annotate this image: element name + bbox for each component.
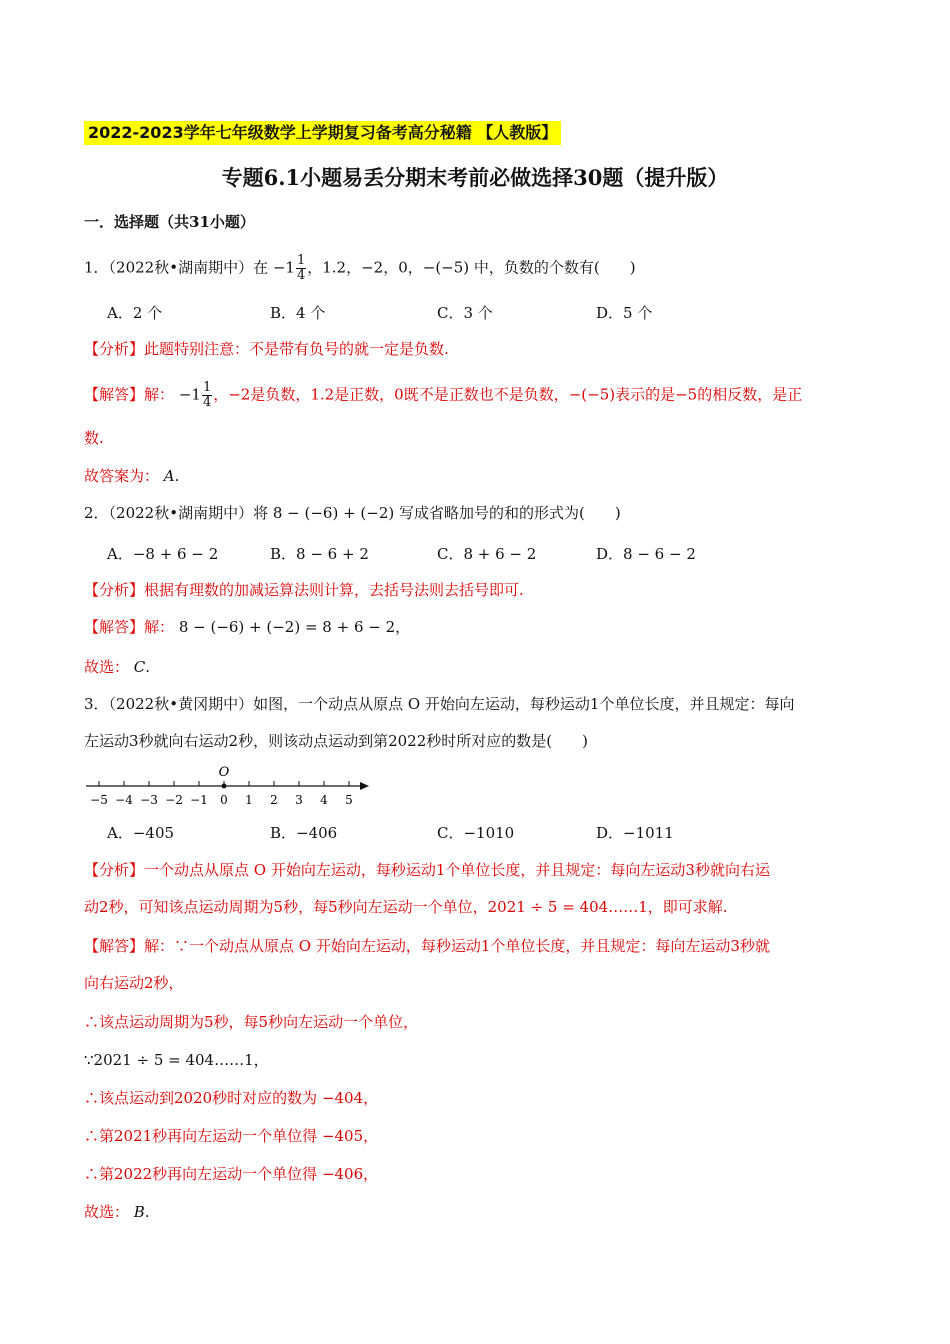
- origin-label: O: [218, 765, 230, 780]
- q3-answer-line1: 解：∵一个动点从原点 O 开始向左运动，每秒运动1个单位长度，并且规定：每向左运动3秒就: [144, 937, 770, 955]
- series-banner: 2022-2023学年七年级数学上学期复习备考高分秘籍 【人教版】: [84, 121, 561, 145]
- q3-final: [84, 1202, 150, 1222]
- q2-option-d: D．8 − 6 − 2: [596, 545, 696, 563]
- q1-fraction-numerator: 1: [296, 253, 306, 268]
- q2-answer-expression: 8 − (−6) + (−2) = 8 + 6 − 2，: [178, 618, 411, 636]
- q1-final-prefix: 故答案为：: [84, 467, 160, 485]
- q1-stem: [84, 254, 636, 283]
- q1-final-choice: A: [163, 467, 175, 485]
- answer-label: 【解答】: [84, 937, 145, 955]
- q2-final-choice: C: [133, 658, 146, 676]
- q1-final: [84, 466, 179, 486]
- q1-answer: [84, 381, 802, 410]
- analysis-label: 【分析】: [84, 861, 145, 879]
- q3-option-c: C．−1010: [437, 824, 515, 842]
- q1-answer-fraction-denominator: 4: [202, 395, 212, 410]
- q3-final-choice: B: [133, 1203, 145, 1221]
- q3-option-d: D．−1011: [596, 824, 674, 842]
- q3-stem-line2: 左运动3秒就向右运动2秒，则该动点运动到第2022秒时所对应的数是( ): [84, 732, 588, 750]
- number-line-tick-label: −4: [115, 793, 133, 807]
- q1-stem-suffix: ，1.2，−2，0，−(−5) 中，负数的个数有( ): [307, 258, 636, 277]
- number-line-tick-label: 1: [245, 793, 253, 807]
- q3-final-prefix: 故选：: [84, 1203, 130, 1221]
- origin-point: [222, 784, 227, 789]
- q3-option-a: A．−405: [107, 824, 175, 842]
- q1-option-a: A．2 个: [107, 304, 163, 322]
- q2-final-prefix: 故选：: [84, 658, 130, 676]
- number-line-tick-label: 0: [220, 793, 228, 807]
- q2-final: [84, 657, 150, 677]
- q3-stem-line1: 3．（2022秋•黄冈期中）如图，一个动点从原点 O 开始向左运动，每秒运动1个单位长度，并且规定：每向: [84, 695, 795, 713]
- q1-answer-line2: 数.: [84, 429, 104, 447]
- q2-analysis: [84, 580, 524, 600]
- q1-analysis: [84, 339, 449, 359]
- q2-stem: 2．（2022秋•湖南期中）将 8 − (−6) + (−2) 写成省略加号的和的形式为( ): [84, 504, 621, 522]
- page-title: 专题6.1小题易丢分期末考前必做选择30题（提升版）: [221, 165, 729, 190]
- analysis-label: 【分析】: [84, 581, 145, 599]
- q1-answer-rest: ，−2是负数，1.2是正数，0既不是正数也不是负数，−(−5)表示的是−5的相反数，是正: [213, 385, 803, 404]
- number-line-tick-label: 3: [295, 793, 303, 807]
- q3-analysis-line2: 动2秒，可知该点运动周期为5秒，每5秒向左运动一个单位，2021 ÷ 5 = 404……1，即可求解.: [84, 898, 728, 916]
- q1-answer-number: −1: [178, 385, 201, 404]
- q1-final-suffix: .: [174, 467, 180, 485]
- number-line-tick-label: 2: [270, 793, 278, 807]
- answer-label: 【解答】: [84, 385, 145, 404]
- q3-option-b: B．−406: [270, 824, 338, 842]
- q2-option-b: B．8 − 6 + 2: [270, 545, 369, 563]
- q1-answer-fraction-numerator: 1: [202, 380, 212, 395]
- q1-fraction: [296, 254, 306, 283]
- q3-answer: [84, 936, 770, 956]
- q3-step-5: ∴第2022秒再向左运动一个单位得 −406，: [84, 1165, 379, 1183]
- q3-analysis: [84, 860, 770, 880]
- number-line-tick-label: 4: [320, 793, 328, 807]
- q3-step-4: ∴第2021秒再向左运动一个单位得 −405，: [84, 1127, 379, 1145]
- number-line-arrow-icon: [360, 782, 369, 790]
- q1-answer-intro: 解：: [144, 385, 175, 404]
- q2-answer-intro: 解：: [144, 618, 175, 636]
- number-line-tick-label: 5: [345, 793, 353, 807]
- q2-option-a: A．−8 + 6 − 2: [107, 545, 219, 563]
- q2-option-c: C．8 + 6 − 2: [437, 545, 537, 563]
- number-line-tick-label: −1: [190, 793, 208, 807]
- q1-option-b: B．4 个: [270, 304, 326, 322]
- q2-analysis-text: 根据有理数的加减运算法则计算，去括号法则去括号即可.: [144, 581, 524, 599]
- q3-answer-line2: 向右运动2秒，: [84, 974, 184, 992]
- q1-stem-prefix: 1．（2022秋•湖南期中）在 −1: [84, 258, 295, 277]
- q2-answer: [84, 617, 410, 637]
- analysis-label: 【分析】: [84, 340, 145, 358]
- q1-option-d: D．5 个: [596, 304, 653, 322]
- number-line-tick-label: −2: [165, 793, 183, 807]
- q1-analysis-text: 此题特别注意：不是带有负号的就一定是负数.: [144, 340, 449, 358]
- number-line-tick-label: −5: [90, 793, 108, 807]
- q3-step-2: ∵2021 ÷ 5 = 404……1，: [84, 1051, 269, 1069]
- q3-step-1: ∴该点运动周期为5秒，每5秒向左运动一个单位，: [84, 1013, 419, 1031]
- q1-answer-fraction: [202, 381, 212, 410]
- q3-final-suffix: .: [144, 1203, 150, 1221]
- q3-analysis-line1: 一个动点从原点 O 开始向左运动，每秒运动1个单位长度，并且规定：每向左运动3秒就向右运: [144, 861, 770, 879]
- q3-number-line: [84, 762, 374, 812]
- answer-label: 【解答】: [84, 618, 145, 636]
- q1-option-c: C．3 个: [437, 304, 493, 322]
- q1-fraction-denominator: 4: [296, 268, 306, 283]
- q2-final-suffix: .: [145, 658, 151, 676]
- section-heading: 一．选择题（共31小题）: [84, 213, 255, 231]
- number-line-tick-label: −3: [140, 793, 158, 807]
- q3-step-3: ∴该点运动到2020秒时对应的数为 −404，: [84, 1089, 379, 1107]
